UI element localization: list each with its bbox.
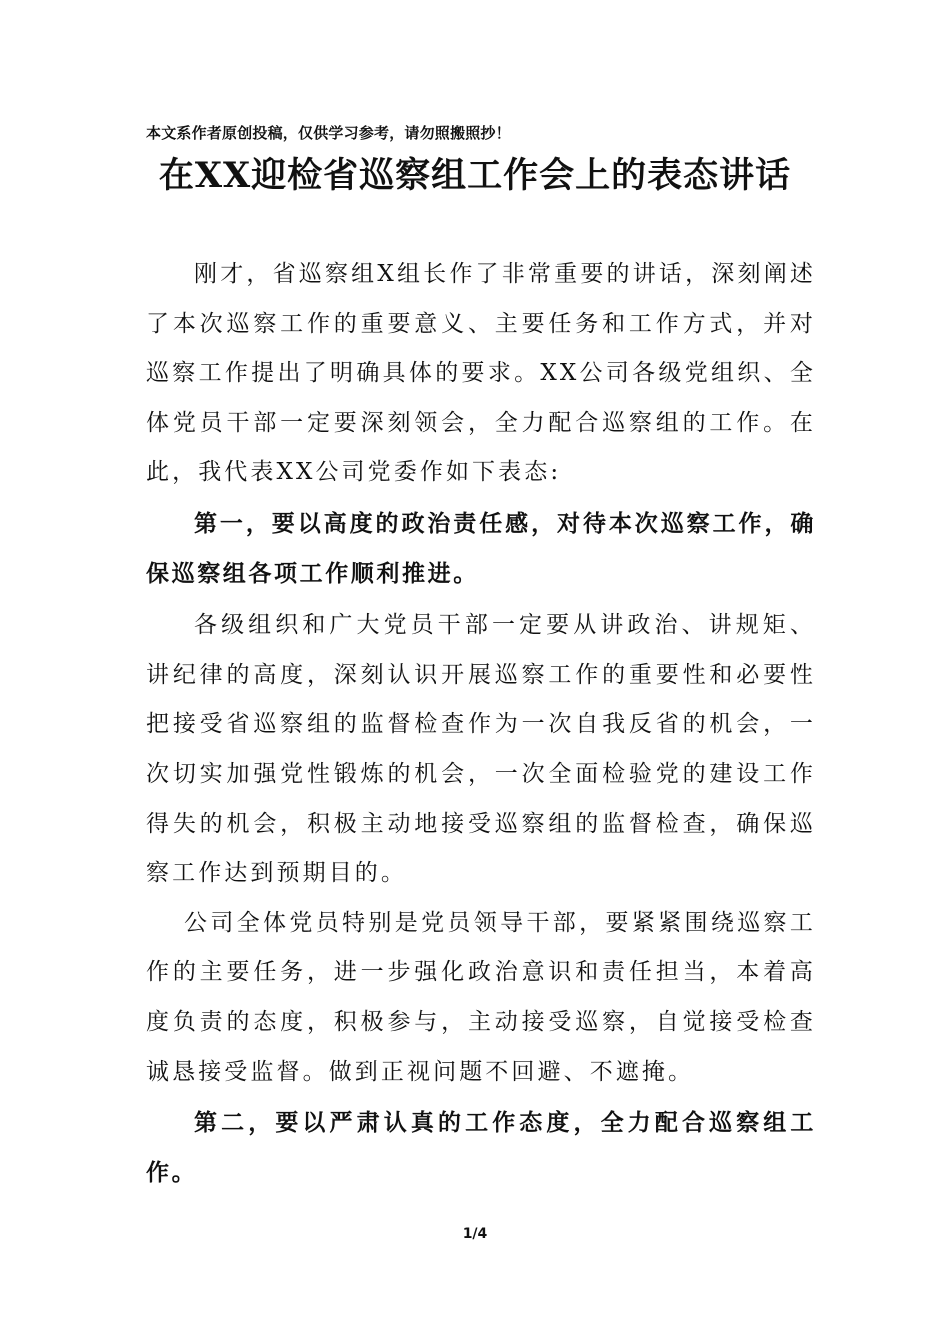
copyright-notice: 本文系作者原创投稿，仅供学习参考，请勿照搬照抄！	[146, 124, 511, 142]
section-heading-first: 第一，要以高度的政治责任感，对待本次巡察工作，确保巡察组各项工作顺利推进。	[146, 510, 816, 587]
page-number: 1/4	[462, 1226, 488, 1242]
document-title: 在XX迎检省巡察组工作会上的表态讲话	[158, 155, 792, 196]
section-heading-second: 第二，要以严肃认真的工作态度，全力配合巡察组工作。	[146, 1110, 816, 1186]
paragraph-intro: 刚才，省巡察组X组长作了非常重要的讲话，深刻阐述了本次巡察工作的重要意义、主要任务和工作方式，并对巡察工作提出了明确具体的要求。XX公司各级党组织、全体党员干部一定要深刻领会，全力配合巡察组的工作。在此，我代表XX公司党委作如下表态:	[146, 261, 816, 486]
paragraph-body: 各级组织和广大党员干部一定要从讲政治、讲规矩、讲纪律的高度，深刻认识开展巡察工作的重要性和必要性把接受省巡察组的监督检查作为一次自我反省的机会，一次切实加强党性锻炼的机会，一次全面检验党的建设工作得失的机会，积极主动地接受巡察组的监督检查，确保巡察工作达到预期目的。	[146, 612, 816, 887]
paragraph-body: 公司全体党员特别是党员领导干部，要紧紧围绕巡察工作的主要任务，进一步强化政治意识和责任担当，本着高度负责的态度，积极参与，主动接受巡察，自觉接受检查诚恳接受监督。做到正视问题不回避、不遮掩。	[146, 909, 816, 1085]
document-body	[146, 250, 816, 1200]
